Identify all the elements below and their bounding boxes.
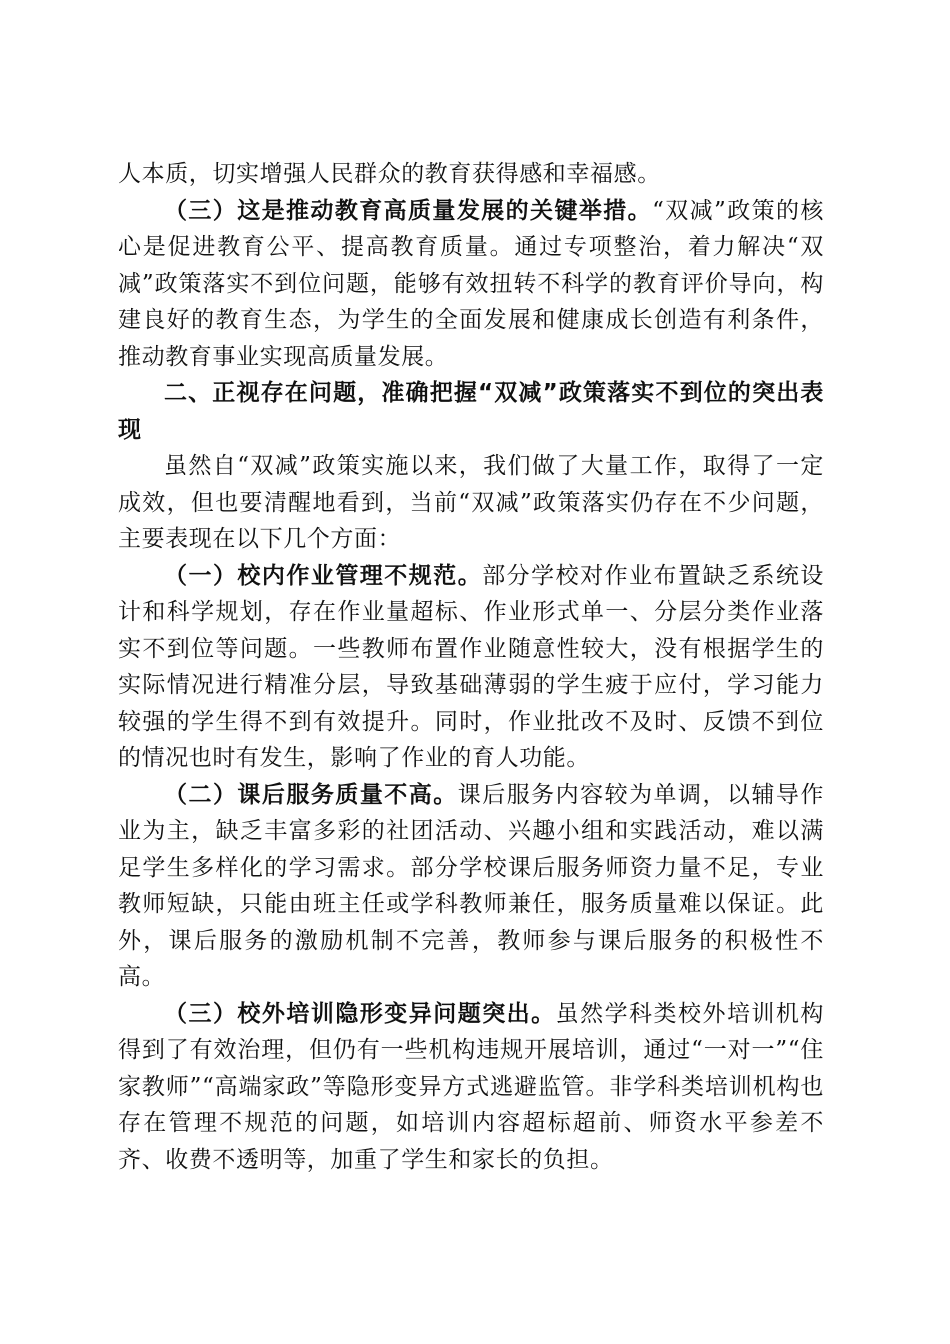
point-three-body: “双减”政策的核心是促进教育公平、提高教育质量。通过专项整治，着力解决“双减”政策落实不到位问题，能够有效扭转不科学的教育评价导向，构建良好的教育生态，为学生的全面发展和健康成长创造有利条件，推动教育事业实现高质量发展。 [118,197,824,370]
after-school-body: 课后服务内容较为单调，以辅导作业为主，缺乏丰富多彩的社团活动、兴趣小组和实践活动，难以满足学生多样化的学习需求。部分学校课后服务师资力量不足，专业教师短缺，只能由班主任或学科教师兼任，服务质量难以保证。此外，课后服务的激励机制不完善，教师参与课后服务的积极性不高。 [118,781,825,990]
homework-body: 部分学校对作业布置缺乏系统设计和科学规划，存在作业量超标、作业形式单一、分层分类作业落实不到位等问题。一些教师布置作业随意性较大，没有根据学生的实际情况进行精准分层，导致基础薄弱的学生疲于应付，学习能力较强的学生得不到有效提升。同时，作业批改不及时、反馈不到位的情况也时有发生，影响了作业的育人功能。 [118,562,824,771]
off-campus-lead: （三）校外培训隐形变异问题突出。 [164,999,556,1027]
paragraph-point-three [118,193,824,376]
paragraph-homework-management [118,558,824,777]
off-campus-body: 虽然学科类校外培训机构得到了有效治理，但仍有一些机构违规开展培训，通过“一对一”“住家教师”“高端家政”等隐形变异方式逃避监管。非学科类培训机构也存在管理不规范的问题，如培训内容超标超前、师资水平参差不齐、收费不透明等，加重了学生和家长的负担。 [118,1000,824,1173]
point-three-lead: （三）这是推动教育高质量发展的关键举措。 [164,196,653,224]
document-body [118,156,824,1178]
after-school-lead: （二）课后服务质量不高。 [164,780,458,808]
paragraph-after-school-service [118,777,824,996]
paragraph-intro-problems: 虽然自“双减”政策实施以来，我们做了大量工作，取得了一定成效，但也要清醒地看到，当前“双减”政策落实仍存在不少问题，主要表现在以下几个方面： [118,453,824,552]
homework-lead: （一）校内作业管理不规范。 [164,561,483,589]
paragraph-continuation: 人本质，切实增强人民群众的教育获得感和幸福感。 [118,161,661,187]
paragraph-off-campus-training [118,996,824,1179]
section-heading-two: 二、正视存在问题，准确把握“双减”政策落实不到位的突出表现 [118,380,824,443]
